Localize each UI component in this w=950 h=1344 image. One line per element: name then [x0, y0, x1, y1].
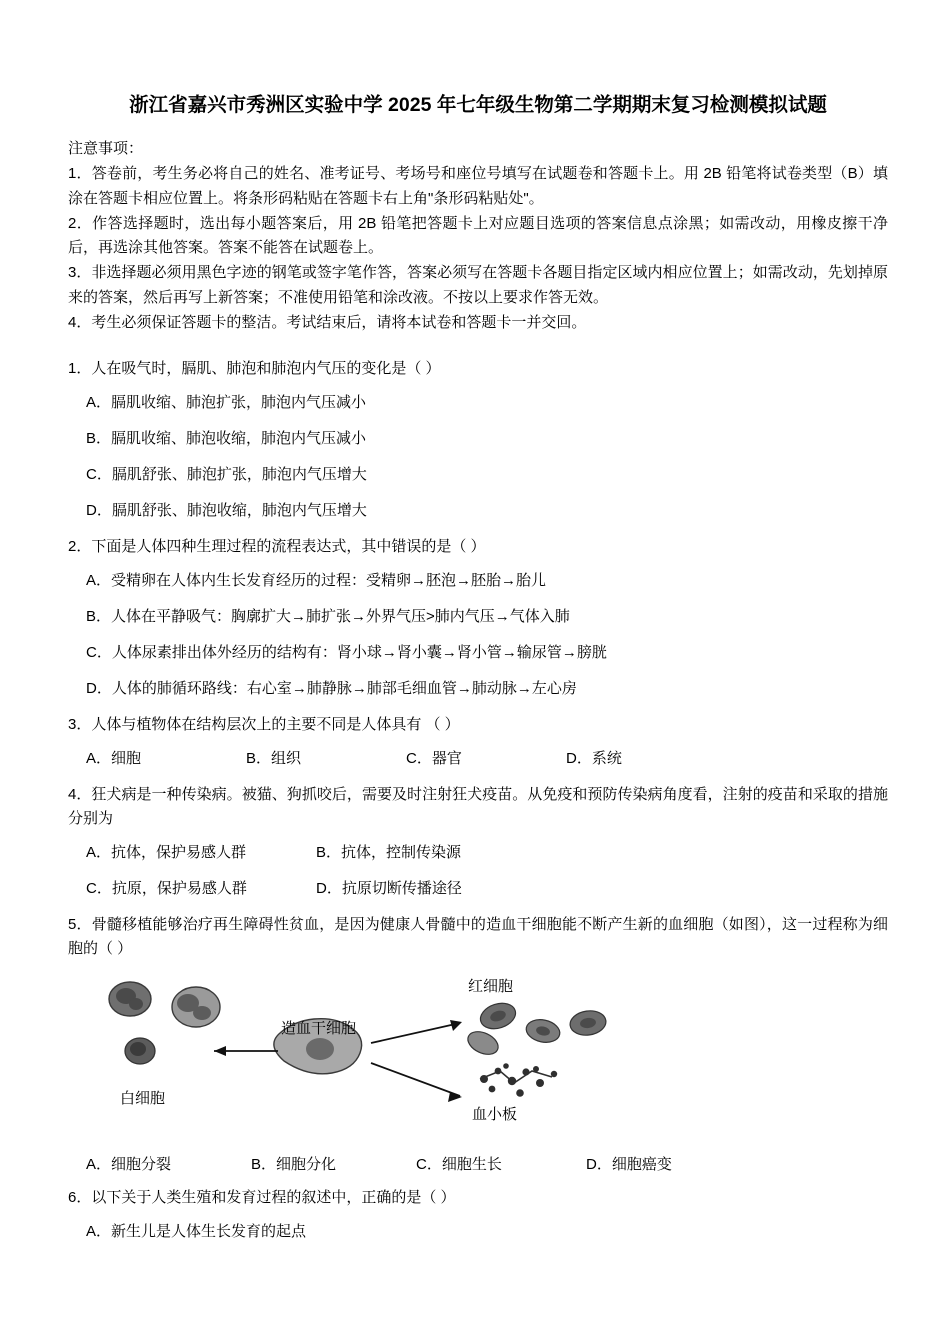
platelet-group	[480, 1064, 557, 1098]
question-4	[68, 783, 888, 901]
question-stem	[68, 535, 888, 559]
option-a[interactable]: A．细胞分裂	[86, 1156, 172, 1174]
option-row	[86, 841, 888, 865]
question-text: 骨髓移植能够治疗再生障碍性贫血，是因为健康人骨髓中的造血干细胞能不断产生新的血细胞（如图），这一过程称为细胞的（ ）	[68, 916, 888, 958]
option-b[interactable]: B．膈肌收缩、肺泡收缩，肺泡内气压减小	[86, 430, 367, 448]
notice-item: 2．作答选择题时，选出每小题答案后，用 2B 铅笔把答题卡上对应题目选项的答案信息点涂黑；如需改动，用橡皮擦干净后，再选涂其他答案。答案不能答在试题卷上。	[68, 214, 888, 257]
question-number: 3．	[68, 716, 92, 734]
question-number: 4．	[68, 786, 92, 804]
question-number: 6．	[68, 1189, 92, 1207]
white-blood-cell-group	[109, 982, 220, 1064]
option-c[interactable]: C．人体尿素排出体外经历的结构有：肾小球→肾小囊→肾小管→输尿管→膀胱	[86, 644, 607, 662]
question-text: 下面是人体四种生理过程的流程表达式，其中错误的是（ ）	[91, 538, 486, 556]
question-stem	[68, 713, 888, 737]
question-5	[68, 913, 888, 1174]
blood-cell-differentiation-figure	[68, 971, 888, 1139]
option-c[interactable]: C．抗原，保护易感人群	[86, 880, 247, 898]
question-text: 狂犬病是一种传染病。被猫、狗抓咬后，需要及时注射狂犬疫苗。从免疫和预防传染病角度看，注射的疫苗和采取的措施分别为	[68, 786, 888, 828]
question-stem	[68, 783, 888, 831]
option-row	[86, 877, 888, 901]
option-row	[86, 747, 888, 771]
option-a[interactable]: A．膈肌收缩、肺泡扩张，肺泡内气压减小	[86, 394, 367, 412]
red-cell-label: 红细胞	[468, 978, 514, 996]
option-c[interactable]: C．器官	[406, 750, 462, 768]
question-stem	[68, 357, 888, 381]
white-cell-label: 白细胞	[120, 1090, 166, 1108]
question-2	[68, 535, 888, 701]
question-number: 1．	[68, 360, 92, 378]
question-number: 5．	[68, 916, 92, 934]
question-3	[68, 713, 888, 771]
option-d[interactable]: D．膈肌舒张、肺泡收缩，肺泡内气压增大	[86, 502, 367, 520]
red-blood-cell-group	[464, 999, 607, 1059]
option-b[interactable]: B．人体在平静吸气：胸廓扩大→肺扩张→外界气压>肺内气压→气体入肺	[86, 608, 570, 626]
page-title: 浙江省嘉兴市秀洲区实验中学 2025 年七年级生物第二学期期末复习检测模拟试题	[129, 94, 827, 116]
option-b[interactable]: B．抗体，控制传染源	[316, 844, 462, 862]
question-6	[68, 1186, 888, 1244]
option-a[interactable]: A．新生儿是人体生长发育的起点	[86, 1223, 307, 1241]
question-text: 人体与植物体在结构层次上的主要不同是人体具有 （ ）	[91, 716, 460, 734]
option-a[interactable]: A．受精卵在人体内生长发育经历的过程：受精卵→胚泡→胚胎→胎儿	[86, 572, 547, 590]
platelet-label: 血小板	[472, 1106, 518, 1124]
option-a[interactable]: A．细胞	[86, 750, 142, 768]
option-b[interactable]: B．细胞分化	[251, 1156, 337, 1174]
option-d[interactable]: D．细胞癌变	[586, 1156, 672, 1174]
option-d[interactable]: D．抗原切断传播途径	[316, 880, 462, 898]
question-stem	[68, 913, 888, 961]
question-text: 人在吸气时，膈肌、肺泡和肺泡内气压的变化是（ ）	[91, 360, 441, 378]
option-b[interactable]: B．组织	[246, 750, 302, 768]
page-content	[68, 92, 888, 1256]
notice-item: 4．考生必须保证答题卡的整洁。考试结束后，请将本试卷和答题卡一并交回。	[68, 314, 587, 332]
option-c[interactable]: C．细胞生长	[416, 1156, 502, 1174]
notice-block	[68, 137, 888, 335]
option-a[interactable]: A．抗体，保护易感人群	[86, 844, 247, 862]
option-row	[86, 1153, 888, 1174]
option-c[interactable]: C．膈肌舒张、肺泡扩张，肺泡内气压增大	[86, 466, 367, 484]
question-number: 2．	[68, 538, 92, 556]
stem-cell-label: 造血干细胞	[281, 1020, 357, 1038]
arrow-to-red-cell	[371, 1020, 462, 1043]
notice-item: 1．答卷前，考生务必将自己的姓名、准考证号、考场号和座位号填写在试题卷和答题卡上。用 2B 铅笔将试卷类型（B）填涂在答题卡相应位置上。将条形码粘贴在答题卡右上角"条形码粘贴处"。	[68, 165, 888, 207]
option-d[interactable]: D．人体的肺循环路线：右心室→肺静脉→肺部毛细血管→肺动脉→左心房	[86, 680, 577, 698]
notice-heading: 注意事项：	[68, 140, 144, 158]
question-1	[68, 357, 888, 523]
question-stem	[68, 1186, 888, 1210]
option-d[interactable]: D．系统	[566, 750, 622, 768]
question-text: 以下关于人类生殖和发育过程的叙述中，正确的是（ ）	[91, 1189, 456, 1207]
arrow-to-platelet	[371, 1063, 462, 1102]
notice-item: 3．非选择题必须用黑色字迹的钢笔或签字笔作答，答案必须写在答题卡各题目指定区域内相应位置上；如需改动，先划掉原来的答案，然后再写上新答案；不准使用铅笔和涂改液。不按以上要求作答无效。	[68, 264, 888, 306]
arrow-to-white-cell	[214, 1046, 278, 1056]
questions-block	[68, 357, 888, 1244]
